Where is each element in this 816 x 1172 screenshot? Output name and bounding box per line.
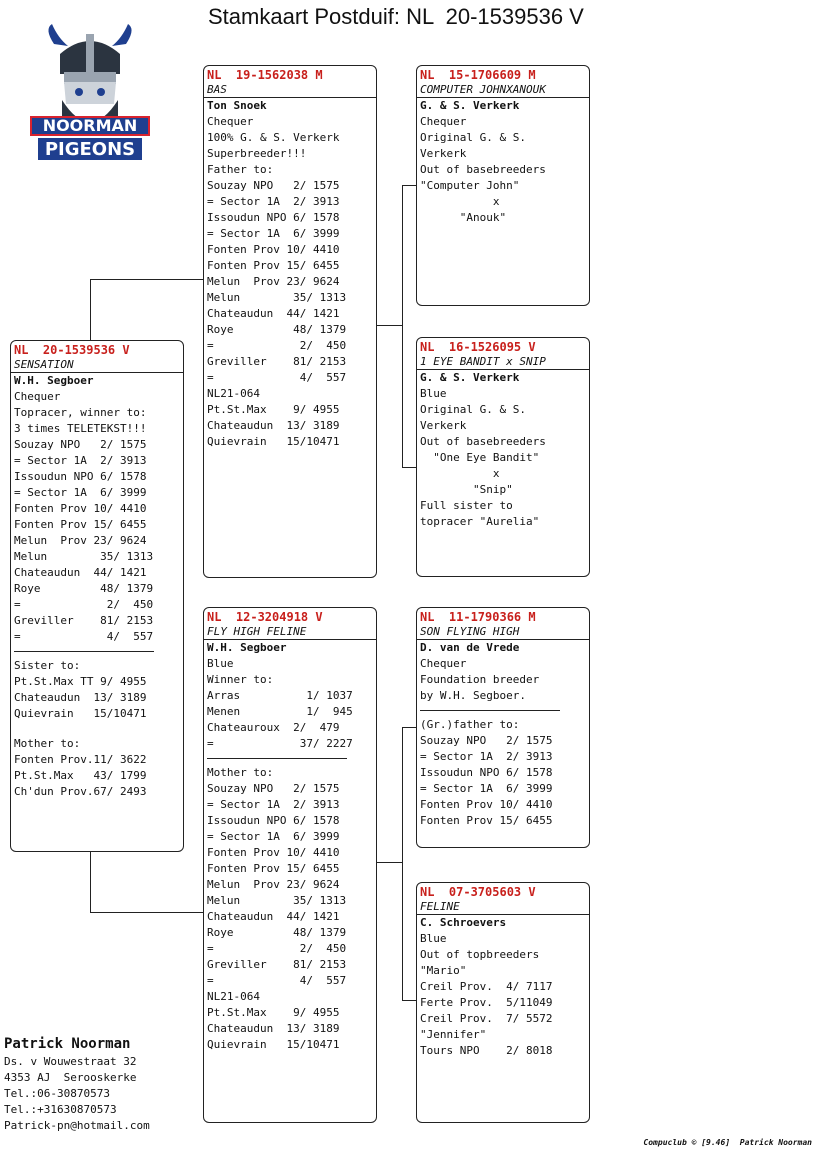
text-line: "Computer John" <box>420 179 520 192</box>
ring-number: NL 19-1562038 M <box>207 68 323 82</box>
text-line: Chateaudun 13/ 3189 <box>14 691 147 704</box>
text-line: Fonten Prov 15/ 6455 <box>14 518 147 531</box>
text-line: D. van de Vrede <box>420 641 520 654</box>
pigeon-name: BAS <box>204 83 376 98</box>
text-line: Greviller 81/ 2153 <box>207 958 347 971</box>
text-line: Chateaudun 13/ 3189 <box>207 419 340 432</box>
text-line: = Sector 1A 2/ 3913 <box>420 750 553 763</box>
text-line: Quievrain 15/10471 <box>14 707 147 720</box>
text-line: G. & S. Verkerk <box>420 99 520 112</box>
text-line: Roye 48/ 1379 <box>207 926 347 939</box>
text-line: Arras 1/ 1037 <box>207 689 353 702</box>
text-line: Fonten Prov 10/ 4410 <box>14 502 147 515</box>
owner-detail: Tel.:06-30870573 <box>4 1087 110 1100</box>
text-line: Out of topbreeders <box>420 948 540 961</box>
owner-detail: Ds. v Wouwestraat 32 <box>4 1055 137 1068</box>
text-line: x <box>420 467 500 480</box>
text-line: Blue <box>420 932 447 945</box>
ring-number: NL 15-1706609 M <box>420 68 536 82</box>
text-line: Chequer <box>14 390 61 403</box>
text-line: Verkerk <box>420 147 467 160</box>
paternal-grandmother-card <box>416 337 590 577</box>
text-line: Chequer <box>207 115 254 128</box>
text-line: = 4/ 557 <box>207 974 347 987</box>
text-line: Original G. & S. <box>420 403 526 416</box>
connector-line <box>402 727 416 728</box>
text-line: Quievrain 15/10471 <box>207 1038 340 1051</box>
page-title: Stamkaart Postduif: NL 20-1539536 V <box>208 4 584 29</box>
pigeon-name: FLY HIGH FELINE <box>204 625 376 640</box>
text-line: Chateaudun 44/ 1421 <box>14 566 147 579</box>
text-line: Original G. & S. <box>420 131 526 144</box>
text-line: Father to: <box>207 163 274 176</box>
text-line: Creil Prov. 4/ 7117 <box>420 980 553 993</box>
text-line: Fonten Prov 10/ 4410 <box>207 846 340 859</box>
text-line: Fonten Prov 15/ 6455 <box>207 862 340 875</box>
text-line: by W.H. Segboer. <box>420 689 526 702</box>
text-line: Topracer, winner to: <box>14 406 147 419</box>
owner-name: Patrick Noorman <box>4 1036 131 1052</box>
text-line: Melun 35/ 1313 <box>207 291 347 304</box>
text-line: Chequer <box>420 115 467 128</box>
ring-number: NL 16-1526095 V <box>420 340 536 354</box>
connector-line <box>402 185 416 186</box>
text-line: "Mario" <box>420 964 467 977</box>
text-line: Out of basebreeders <box>420 435 546 448</box>
svg-text:NOORMAN: NOORMAN <box>42 116 138 135</box>
text-line: (Gr.)father to: <box>420 718 520 731</box>
text-line: "Snip" <box>420 483 513 496</box>
text-line: Chateaudun 44/ 1421 <box>207 910 340 923</box>
text-line: Fonten Prov 15/ 6455 <box>207 259 340 272</box>
owner-block <box>4 1034 150 1134</box>
connector-line <box>402 1000 416 1001</box>
connector-line <box>90 852 91 912</box>
text-line: W.H. Segboer <box>207 641 287 654</box>
ring-number: NL 12-3204918 V <box>207 610 323 624</box>
text-line: Roye 48/ 1379 <box>14 582 154 595</box>
text-line: Melun Prov 23/ 9624 <box>14 534 147 547</box>
divider <box>14 651 154 652</box>
text-line: Chateaudun 44/ 1421 <box>207 307 340 320</box>
text-line: 3 times TELETEKST!!! <box>14 422 147 435</box>
text-line: Ton Snoek <box>207 99 267 112</box>
connector-line <box>90 912 203 913</box>
connector-line <box>402 467 416 468</box>
text-line: Fonten Prov 10/ 4410 <box>207 243 340 256</box>
text-line: Issoudun NPO 6/ 1578 <box>14 470 147 483</box>
text-line: Superbreeder!!! <box>207 147 307 160</box>
maternal-grandfather-card <box>416 607 590 848</box>
text-line: Foundation breeder <box>420 673 540 686</box>
text-line: Winner to: <box>207 673 274 686</box>
text-line: "One Eye Bandit" <box>420 451 540 464</box>
text-line: = 2/ 450 <box>207 942 347 955</box>
text-line: Fonten Prov 10/ 4410 <box>420 798 553 811</box>
footer: Compuclub © [9.46] Patrick Noorman <box>643 1138 812 1147</box>
text-line: Tours NPO 2/ 8018 <box>420 1044 553 1057</box>
text-line: Roye 48/ 1379 <box>207 323 347 336</box>
text-line: Greviller 81/ 2153 <box>14 614 154 627</box>
text-line: Issoudun NPO 6/ 1578 <box>420 766 553 779</box>
text-line: = Sector 1A 2/ 3913 <box>207 195 340 208</box>
text-line: = Sector 1A 6/ 3999 <box>207 227 340 240</box>
text-line: = 2/ 450 <box>14 598 154 611</box>
text-line: Pt.St.Max 43/ 1799 <box>14 769 147 782</box>
text-line: = 37/ 2227 <box>207 737 353 750</box>
pigeon-name: 1 EYE BANDIT x SNIP <box>417 355 589 370</box>
connector-line <box>90 279 203 280</box>
text-line: Pt.St.Max 9/ 4955 <box>207 1006 340 1019</box>
connector-line <box>402 727 403 1000</box>
text-line: = Sector 1A 6/ 3999 <box>420 782 553 795</box>
text-line: = 4/ 557 <box>207 371 347 384</box>
pigeon-name: SENSATION <box>11 358 183 373</box>
text-line: Melun 35/ 1313 <box>14 550 154 563</box>
text-line: = 4/ 557 <box>14 630 154 643</box>
text-line: Out of basebreeders <box>420 163 546 176</box>
text-line: "Jennifer" <box>420 1028 487 1041</box>
text-line: Fonten Prov 15/ 6455 <box>420 814 553 827</box>
noorman-pigeons-logo <box>24 24 156 174</box>
text-line: Quievrain 15/10471 <box>207 435 340 448</box>
text-line: Sister to: <box>14 659 81 672</box>
text-line: Pt.St.Max TT 9/ 4955 <box>14 675 147 688</box>
text-line: Mother to: <box>207 766 274 779</box>
svg-text:PIGEONS: PIGEONS <box>44 139 136 160</box>
text-line: = Sector 1A 6/ 3999 <box>207 830 340 843</box>
text-line: Mother to: <box>14 737 81 750</box>
text-line: Issoudun NPO 6/ 1578 <box>207 814 340 827</box>
text-line: Creil Prov. 7/ 5572 <box>420 1012 553 1025</box>
text-line: topracer "Aurelia" <box>420 515 540 528</box>
text-line: NL21-064 <box>207 990 260 1003</box>
text-line: Greviller 81/ 2153 <box>207 355 347 368</box>
text-line: Full sister to <box>420 499 513 512</box>
text-line: C. Schroevers <box>420 916 507 929</box>
ring-number: NL 07-3705603 V <box>420 885 536 899</box>
text-line: NL21-064 <box>207 387 260 400</box>
text-line: Souzay NPO 2/ 1575 <box>207 782 340 795</box>
text-line: Souzay NPO 2/ 1575 <box>420 734 553 747</box>
divider <box>207 758 347 759</box>
text-line: Chateauroux 2/ 479 <box>207 721 340 734</box>
ring-number: NL 11-1790366 M <box>420 610 536 624</box>
text-line: = 2/ 450 <box>207 339 347 352</box>
text-line: Chateaudun 13/ 3189 <box>207 1022 340 1035</box>
connector-line <box>377 862 402 863</box>
text-line: Pt.St.Max 9/ 4955 <box>207 403 340 416</box>
text-line: Souzay NPO 2/ 1575 <box>207 179 340 192</box>
text-line: = Sector 1A 2/ 3913 <box>207 798 340 811</box>
text-line: x <box>420 195 500 208</box>
text-line: Blue <box>420 387 447 400</box>
text-line: Ch'dun Prov.67/ 2493 <box>14 785 147 798</box>
pigeon-name: FELINE <box>417 900 589 915</box>
maternal-grandmother-card <box>416 882 590 1123</box>
text-line: 100% G. & S. Verkerk <box>207 131 340 144</box>
text-line: Issoudun NPO 6/ 1578 <box>207 211 340 224</box>
text-line: Melun Prov 23/ 9624 <box>207 275 340 288</box>
text-line: G. & S. Verkerk <box>420 371 520 384</box>
text-line: Ferte Prov. 5/11049 <box>420 996 553 1009</box>
connector-line <box>90 279 91 340</box>
mother-card <box>203 607 377 1123</box>
connector-line <box>402 185 403 467</box>
text-line: "Anouk" <box>420 211 507 224</box>
text-line: W.H. Segboer <box>14 374 94 387</box>
text-line: Souzay NPO 2/ 1575 <box>14 438 147 451</box>
owner-detail: 4353 AJ Serooskerke <box>4 1071 137 1084</box>
connector-line <box>377 325 402 326</box>
ring-number: NL 20-1539536 V <box>14 343 130 357</box>
text-line: Fonten Prov.11/ 3622 <box>14 753 147 766</box>
text-line: Melun Prov 23/ 9624 <box>207 878 340 891</box>
pigeon-name: COMPUTER JOHNXANOUK <box>417 83 589 98</box>
text-line: Verkerk <box>420 419 467 432</box>
owner-detail: Tel.:+31630870573 <box>4 1103 117 1116</box>
text-line: Melun 35/ 1313 <box>207 894 347 907</box>
owner-detail: Patrick-pn@hotmail.com <box>4 1119 150 1132</box>
text-line: Blue <box>207 657 234 670</box>
divider <box>420 710 560 711</box>
text-line: = Sector 1A 6/ 3999 <box>14 486 147 499</box>
paternal-grandfather-card <box>416 65 590 306</box>
text-line: Menen 1/ 945 <box>207 705 353 718</box>
text-line: Chequer <box>420 657 467 670</box>
pigeon-name: SON FLYING HIGH <box>417 625 589 640</box>
father-card <box>203 65 377 578</box>
text-line: = Sector 1A 2/ 3913 <box>14 454 147 467</box>
subject-card <box>10 340 184 852</box>
